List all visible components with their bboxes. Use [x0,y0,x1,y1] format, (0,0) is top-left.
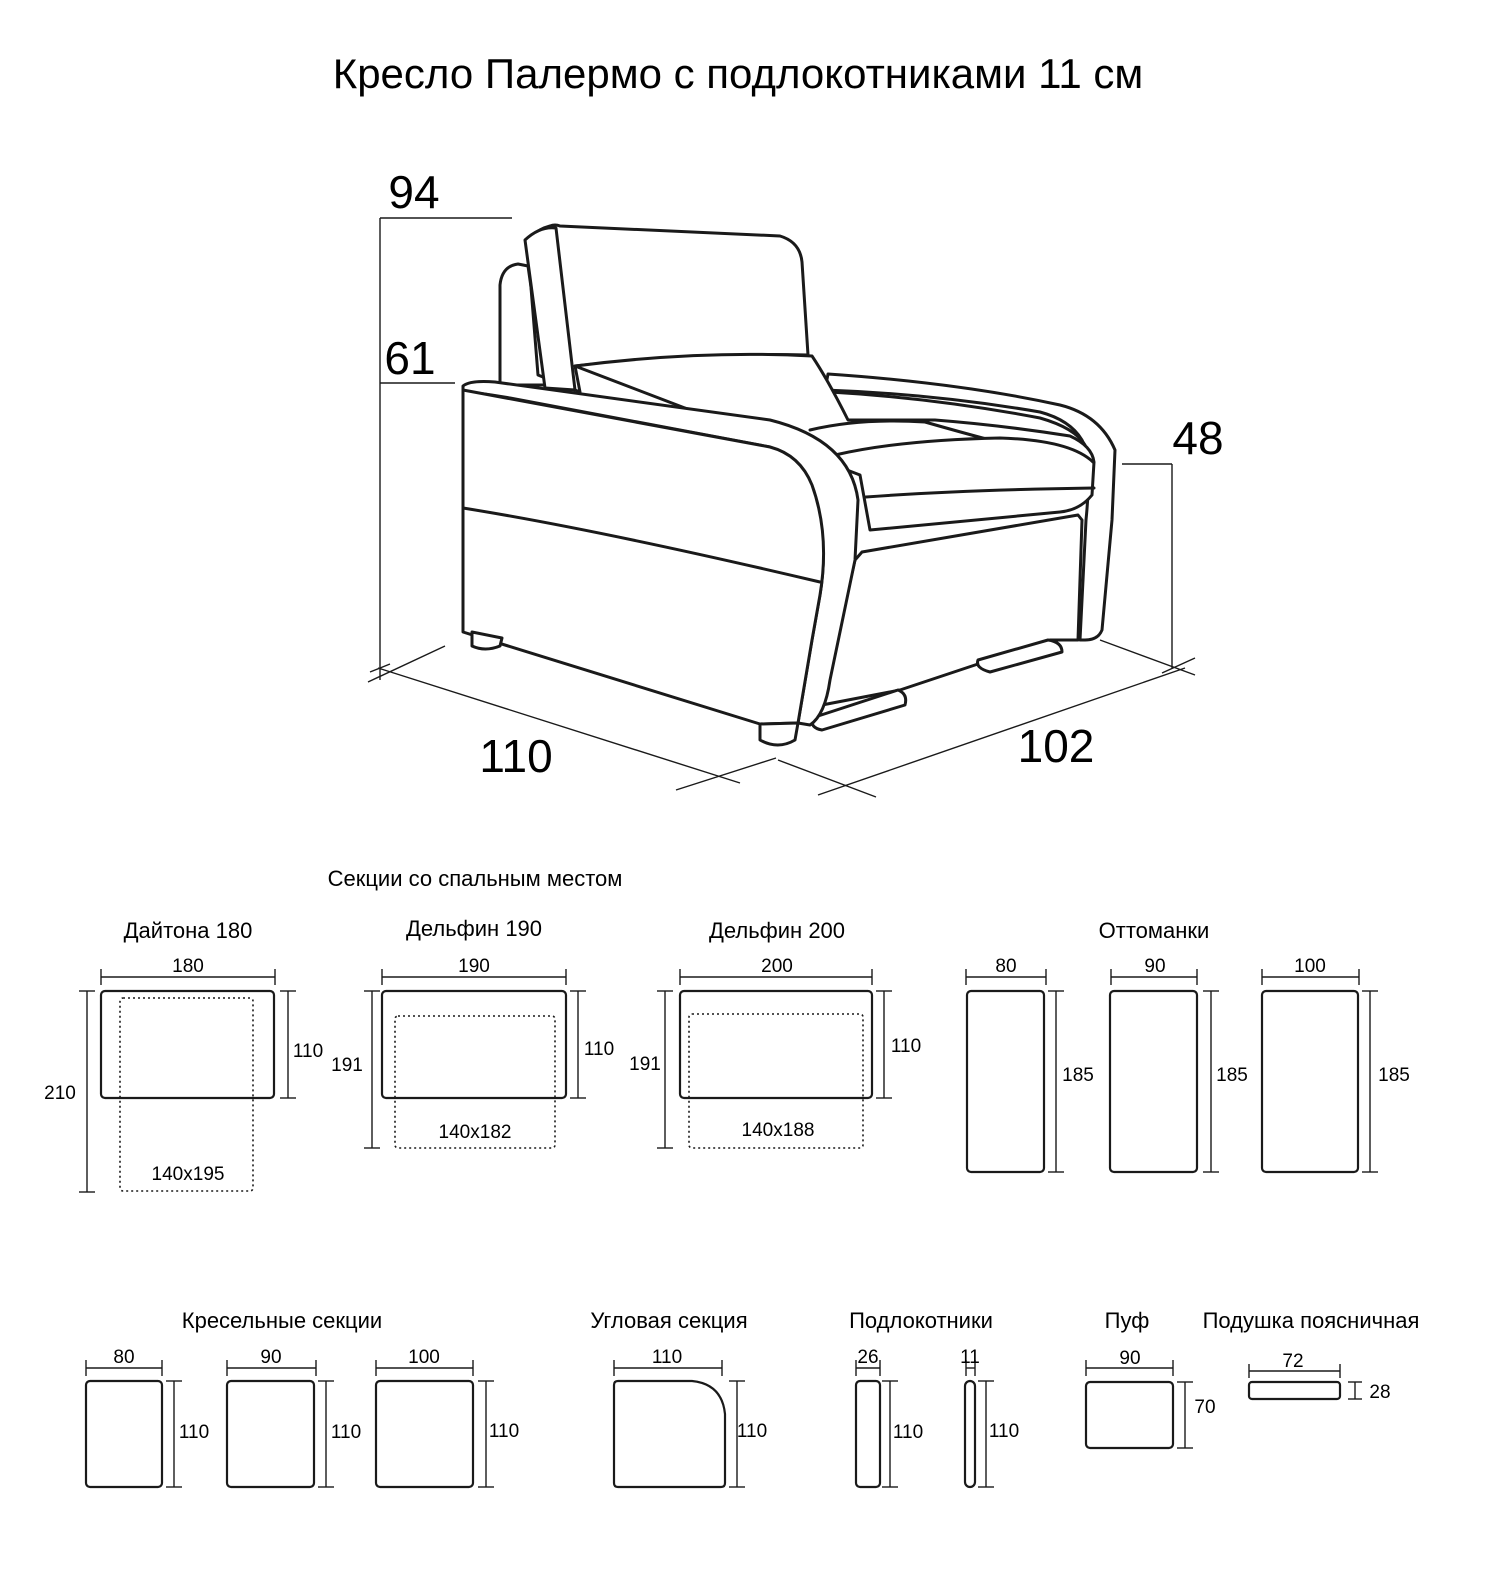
corner-section-depth: 110 [736,1421,768,1442]
chair-sections-heading: Кресельные секции [181,1308,383,1333]
delfin200-width: 200 [761,956,793,977]
lumbar-pillow-shape [1249,1382,1340,1399]
armrest-1-width: 26 [857,1347,879,1368]
chair-section-2-depth: 110 [330,1422,362,1443]
ottoman-3-width: 100 [1294,956,1326,977]
delfin190-width: 190 [458,956,490,977]
daytona-width: 180 [172,956,204,977]
daytona-bed: 140x195 [151,1164,225,1185]
lumbar-pillow-height: 28 [1369,1382,1391,1403]
ottoman-2-depth: 185 [1216,1065,1248,1086]
armrests-heading: Подлокотники [849,1308,993,1333]
chair-section-3-width: 100 [408,1347,440,1368]
delfin190-depth-open: 191 [331,1055,363,1076]
delfin190-bed: 140x182 [438,1122,512,1143]
daytona-depth-open: 210 [44,1083,76,1104]
delfin200-depth-open: 191 [629,1054,661,1075]
pouf-shape [1086,1382,1173,1448]
lumbar-pillow-group [1203,1308,1420,1403]
pouf-depth: 70 [1194,1397,1216,1418]
delfin200-depth: 110 [890,1036,922,1057]
corner-section-group [590,1308,767,1487]
armrest-1-depth: 110 [892,1422,924,1443]
daytona-depth: 110 [292,1041,324,1062]
chair-sections-group [86,1308,519,1487]
daytona-180-section [44,918,323,1192]
chair-section-1 [86,1381,162,1487]
chair-section-3-depth: 110 [488,1421,520,1442]
ottoman-1-width: 80 [995,956,1017,977]
ottoman-2-width: 90 [1144,956,1166,977]
corner-section-heading: Угловая секция [590,1308,748,1333]
ottoman-1-depth: 185 [1062,1065,1094,1086]
ottomans-heading: Оттоманки [1098,918,1210,943]
armrest-2-depth: 110 [988,1421,1020,1442]
sleep-sections-heading: Секции со спальным местом [327,866,623,891]
chair-height-seat: 48 [1172,412,1224,464]
chair-section-1-width: 80 [113,1347,135,1368]
armrest-1 [856,1381,880,1487]
delfin200-bed: 140x188 [741,1120,815,1141]
ottoman-1 [967,991,1044,1172]
pouf-width: 90 [1119,1348,1141,1369]
armrest-2 [965,1381,975,1487]
lumbar-pillow-width: 72 [1282,1351,1304,1372]
chair-section-2 [227,1381,314,1487]
delfin-190-section [331,916,614,1148]
daytona-name: Дайтона 180 [123,918,253,943]
ottomans-group [966,918,1410,1172]
corner-section-shape [614,1381,725,1487]
chair-width: 110 [479,730,553,782]
chair-illustration [463,225,1115,745]
chair-section-3 [376,1381,473,1487]
pouf-heading: Пуф [1104,1308,1150,1333]
chair-depth: 102 [1017,720,1095,772]
chair-section-2-width: 90 [260,1347,282,1368]
corner-section-width: 110 [651,1347,683,1368]
page-title: Кресло Палермо с подлокотниками 11 см [332,50,1144,97]
ottoman-2 [1110,991,1197,1172]
delfin-200-section [629,918,921,1148]
armrest-2-width: 11 [960,1347,980,1368]
pouf-group [1086,1308,1216,1448]
delfin190-name: Дельфин 190 [405,916,543,941]
chair-height-total: 94 [388,166,440,218]
lumbar-pillow-heading: Подушка поясничная [1202,1308,1420,1333]
ottoman-3-depth: 185 [1378,1065,1410,1086]
delfin190-depth: 110 [583,1039,615,1060]
delfin200-name: Дельфин 200 [708,918,846,943]
chair-height-arm: 61 [384,332,436,384]
ottoman-3 [1262,991,1358,1172]
armrests-group [849,1308,1019,1487]
chair-section-1-depth: 110 [178,1422,210,1443]
